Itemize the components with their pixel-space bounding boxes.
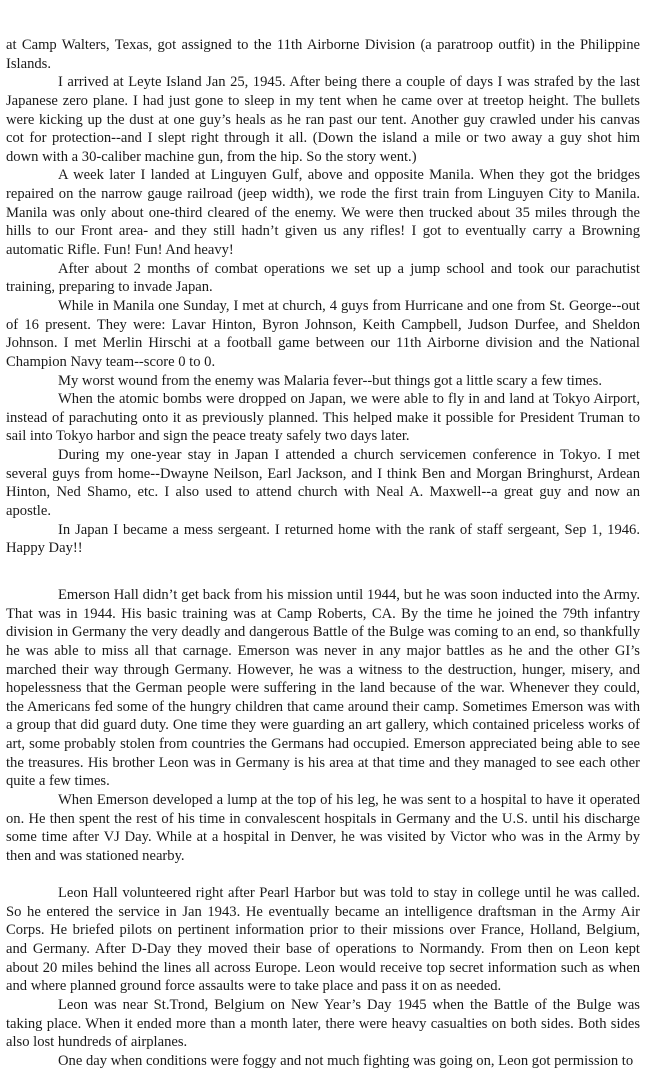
text-line: Johnson. I met Merlin Hirschi at a football game between our 11th Airborne division and the National (6, 335, 640, 352)
text-line: Manila was only about one-third cleared of the enemy. We were then trucked about 35 miles through the (6, 204, 640, 221)
text-line: instead of parachuting onto it as previously planned. This helped make it possible for President Truman to (6, 409, 640, 426)
text-line: the treasures. His brother Leon was in Germany is his area at that time and they managed to see each other (6, 754, 640, 771)
text-line: That was in 1944. His basic training was at Camp Roberts, CA. By the time he joined the 79th infantry (6, 605, 640, 622)
text-line: Leon was near St.Trond, Belgium on New Year’s Day 1945 when the Battle of the Bulge was (58, 997, 640, 1014)
text-line: apostle. (6, 503, 51, 520)
text-line: of 16 present. They were: Lavar Hinton, Byron Johnson, Keith Campbell, Judson Durfee, and Sheldon (6, 316, 640, 333)
text-line: marched their way through Germany. However, he was a witness to the destruction, hunger, misery, and (6, 661, 640, 678)
text-line: division in Germany the very deadly and dangerous Battle of the Bulge was coming to an end, so thankfully (6, 624, 640, 641)
text-line: art, some probably stolen from countries the Germans had occupied. Emerson appreciated being able to see (6, 736, 640, 753)
paragraph (6, 586, 640, 791)
text-line: Leon Hall volunteered right after Pearl Harbor but was told to stay in college until he was called. (58, 885, 640, 902)
paragraph (6, 73, 640, 166)
text-line: After about 2 months of combat operations we set up a jump school and took our parachutist (58, 260, 640, 277)
paragraph (6, 446, 640, 521)
text-line: at Camp Walters, Texas, got assigned to the 11th Airborne Division (a paratroop outfit) in the Philippine (6, 37, 640, 53)
text-line: A week later I landed at Linguyen Gulf, above and opposite Manila. When they got the bridges (58, 167, 640, 184)
text-line: When Emerson developed a lump at the top of his leg, he was sent to a hospital to have it operated (58, 791, 640, 808)
text-line: also lost hundreds of airplanes. (6, 1034, 188, 1051)
text-line: I arrived at Leyte Island Jan 25, 1945. After being there a couple of days I was strafed by the last (58, 74, 640, 91)
text-line: were kicking up the dust at one guy’s heals as he ran past our tent. Another guy crawled under his canvas (6, 111, 640, 128)
text-line: My worst wound from the enemy was Malaria fever--but things got a little scary a few times. (58, 372, 602, 389)
document-page (6, 36, 640, 1071)
text-line: taking place. When it ended more than a month later, there were heavy casualties on both sides. Both sides (6, 1015, 640, 1032)
text-line: quite a few times. (6, 773, 110, 790)
text-line: During my one-year stay in Japan I attended a church servicemen conference in Tokyo. I met (58, 447, 640, 464)
text-line: One day when conditions were foggy and not much fighting was going on, Leon got permission to (58, 1052, 634, 1069)
paragraph (6, 36, 640, 73)
text-line: several guys from home--Dwayne Neilson, Earl Jackson, and I think Ben and Morgan Bringhurst, Ardean (6, 465, 640, 482)
text-line: So he entered the service in Jan 1943. He eventually became an intelligence draftsman in the Army Air (6, 903, 640, 920)
paragraph (6, 884, 640, 996)
text-line: hopelessness that the German people were suffering in the land because of the war. Whenever they could, (6, 680, 640, 697)
text-line: down with a 30-caliber machine gun, from the hip. So the story went.) (6, 148, 417, 165)
paragraph (6, 297, 640, 372)
document-section (6, 586, 640, 866)
paragraph (6, 521, 640, 558)
text-line: In Japan I became a mess sergeant. I returned home with the rank of staff sergeant, Sep 1, 1946. (58, 521, 640, 538)
text-line: Champion Navy team--score 0 to 0. (6, 353, 216, 370)
text-line: training, preparing to invade Japan. (6, 279, 213, 296)
paragraph (6, 791, 640, 866)
paragraph (6, 260, 640, 297)
text-line: some time after VJ Day. While at a hospital in Denver, he was visited by Victor who was in the Army by (6, 829, 640, 846)
document-section (6, 884, 640, 1070)
text-line: hills to our Front area- and they still hadn’t given us any rifles! I got to eventually carry a Browning (6, 223, 640, 240)
text-line: Happy Day!! (6, 540, 83, 557)
text-line: and where planned ground force assaults were to take place and pass it on as needed. (6, 978, 502, 995)
text-line: While in Manila one Sunday, I met at church, 4 guys from Hurricane and one from St. George--out (58, 297, 640, 314)
paragraph (6, 372, 640, 391)
text-line: repaired on the narrow gauge railroad (jeep width), we rode the first train from Linguyen City to Manila. (6, 186, 640, 203)
paragraph (6, 996, 640, 1052)
section-spacer (6, 558, 640, 586)
text-line: Emerson Hall didn’t get back from his mission until 1944, but he was soon inducted into the Army. (58, 586, 640, 603)
document-section (6, 36, 640, 558)
text-line: a group that did guard duty. One time they were guarding an art gallery, which contained priceless works of (6, 717, 640, 734)
text-line: and Germany. After D-Day they moved their base of operations to Normandy. From then on Leon kept (6, 941, 640, 958)
text-line: the Americans fed some of the hungry children that came around their camp. Sometimes Emerson was with (6, 698, 640, 715)
text-line: on. He then spent the rest of his time in convalescent hospitals in Germany and the U.S. until his discharge (6, 810, 640, 827)
text-line: Corps. He briefed pilots on pertinent information prior to their missions over France, Holland, Belgium, (6, 922, 640, 939)
paragraph (6, 166, 640, 259)
text-line: automatic Rifle. Fun! Fun! And heavy! (6, 242, 234, 259)
section-spacer (6, 866, 640, 885)
text-line: then and was stationed nearby. (6, 847, 185, 864)
text-line: Hinton, Ned Shamo, etc. I also used to attend church with Neal A. Maxwell--a great guy and now an (6, 484, 640, 501)
text-line: When the atomic bombs were dropped on Japan, we were able to fly in and land at Tokyo Airport, (58, 391, 640, 408)
text-line: sail into Tokyo harbor and sign the peace treaty safely two days later. (6, 428, 410, 445)
text-line: he was able to miss all that carnage. Emerson was never in any major battles as he and the other GI’s (6, 642, 640, 659)
text-line: cot for protection--and I slept right through it all. (Down the island a mile or two away a guy shot him (6, 130, 640, 147)
text-line: Islands. (6, 55, 51, 72)
paragraph (6, 390, 640, 446)
text-line: Japanese zero plane. I had just gone to sleep in my tent when he came over at treetop height. The bullets (6, 92, 640, 109)
text-line: about 20 miles behind the lines all across Europe. Leon would receive top secret information such as when (6, 959, 640, 976)
paragraph (6, 1052, 640, 1071)
